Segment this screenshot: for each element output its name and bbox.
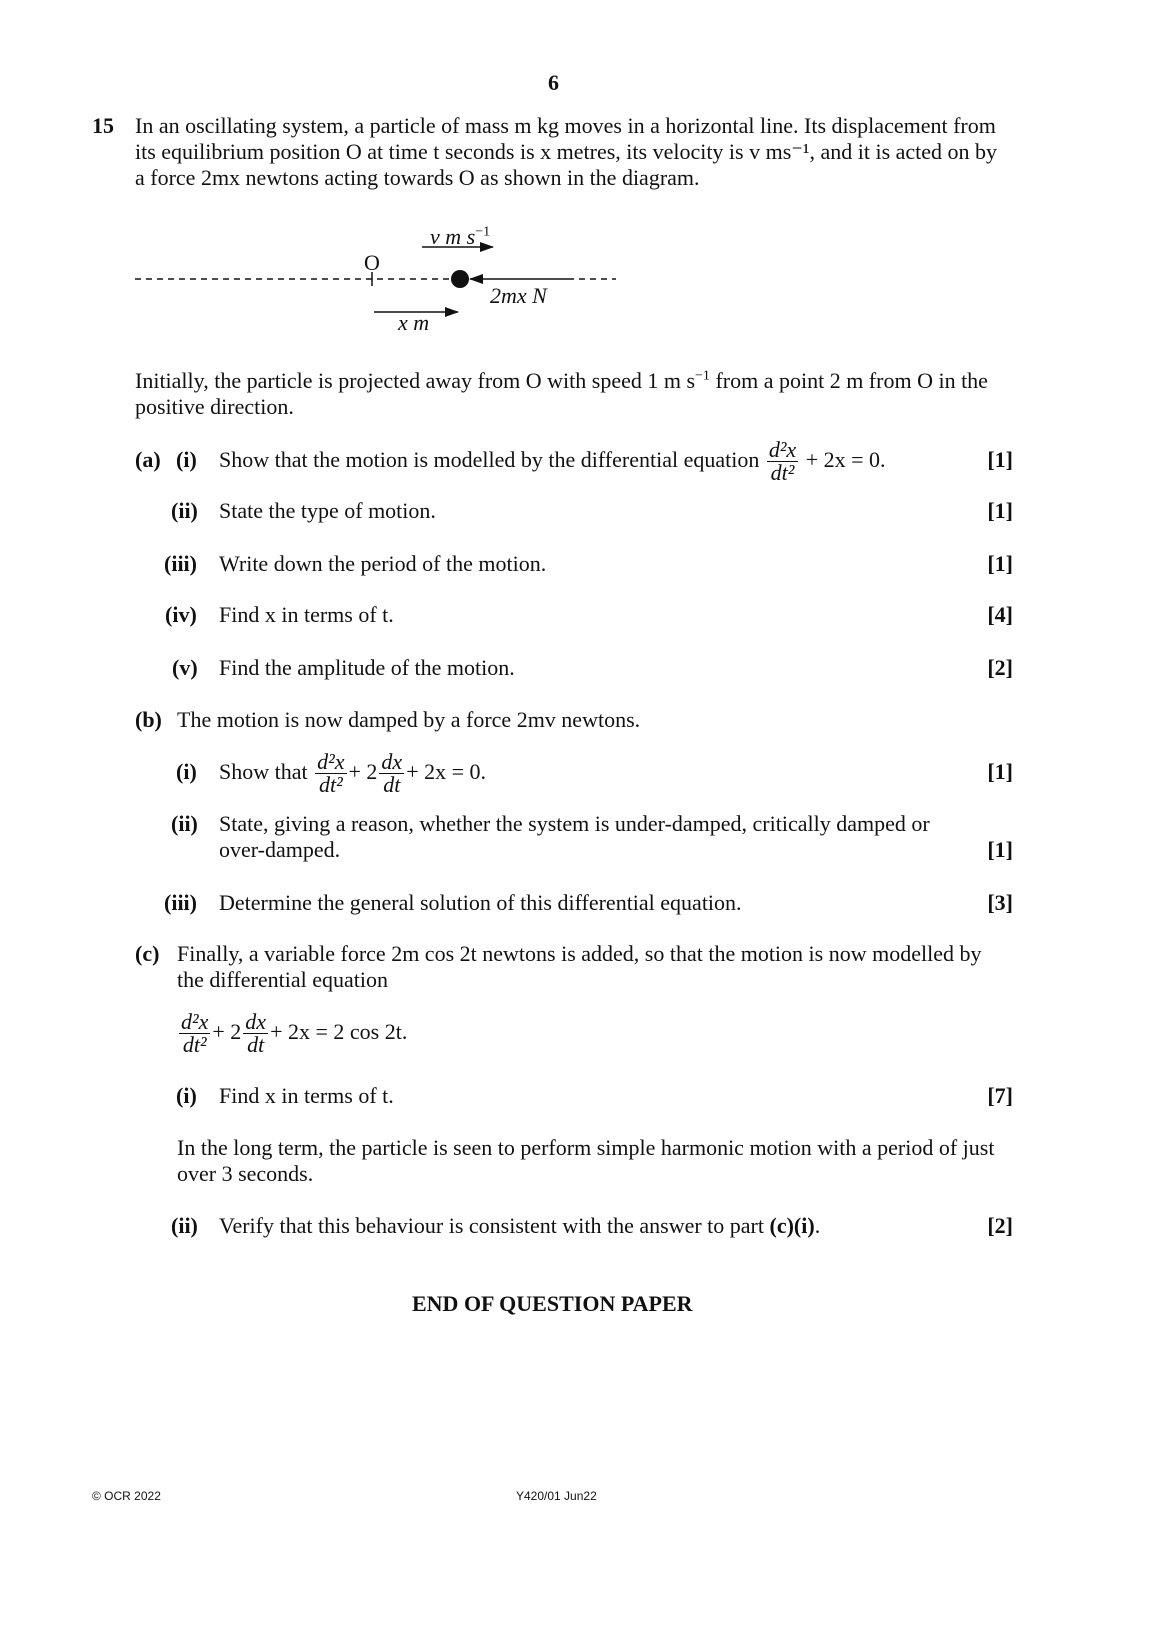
fraction-d2x-dt2: $\frac{\text{d²x}}{\text{dt²}}$: [768, 437, 797, 486]
page-number: 6: [548, 70, 559, 95]
footer-code: Y420/01 Jun22: [516, 1489, 597, 1503]
part-c-ii-text: Verify that this behaviour is consistent with the answer to part (c)(i).: [219, 1213, 821, 1238]
part-a-i-text: Show that the motion is modelled by the differential equation $\frac{\text{d²x}}{\text{dt²}}$ + 2x = 0.: [219, 437, 886, 486]
end-of-paper: END OF QUESTION PAPER: [412, 1291, 693, 1316]
part-a-label: (a): [135, 447, 161, 472]
diagram: [0, 0, 1158, 360]
mark-b-ii: [1]: [987, 837, 1013, 862]
velocity-label: v m $s^{-1}$: [430, 224, 491, 249]
part-b-iii-label: (iii): [164, 890, 197, 915]
force-label: 2mx N: [490, 283, 547, 308]
part-c-line-1: Finally, a variable force 2m cos 2t newtons is added, so that the motion is now modelled by: [177, 941, 982, 966]
part-a-ii-text: State the type of motion.: [219, 498, 436, 523]
intro-line-1: In an oscillating system, a particle of mass m kg moves in a horizontal line. Its displacement from: [135, 113, 996, 138]
question-number: 15: [92, 113, 114, 138]
footer-copyright: © OCR 2022: [92, 1489, 161, 1503]
part-b-ii-label: (ii): [171, 811, 198, 836]
part-c-label: (c): [135, 941, 160, 966]
mark-a-iv: [4]: [987, 602, 1013, 627]
part-c-ii-label: (ii): [171, 1213, 198, 1238]
part-a-iii-text: Write down the period of the motion.: [219, 551, 547, 576]
part-a-iv-text: Find x in terms of t.: [219, 602, 394, 627]
mark-b-iii: [3]: [987, 890, 1013, 915]
mark-c-ii: [2]: [987, 1213, 1013, 1238]
mark-b-i: [1]: [987, 759, 1013, 784]
part-a-v-text: Find the amplitude of the motion.: [219, 655, 515, 680]
part-a-v-label: (v): [172, 655, 198, 680]
fraction-dx-dt: $\frac{dx}{dt}$: [245, 1009, 267, 1058]
part-b-text: The motion is now damped by a force 2mv newtons.: [177, 707, 641, 732]
part-c-equation: $\frac{\text{d²x}}{\text{dt²}}$ + 2 $\frac{dx}{dt}$ + 2x = 2 cos 2t.: [181, 1009, 408, 1058]
long-term-line-2: over 3 seconds.: [177, 1161, 314, 1186]
part-c-i-text: Find x in terms of t.: [219, 1083, 394, 1108]
fraction-d2x-dt2: $\frac{\text{d²x}}{\text{dt²}}$: [181, 1009, 209, 1058]
mark-a-i: [1]: [987, 447, 1013, 472]
part-b-i-label: (i): [176, 759, 197, 784]
fraction-d2x-dt2: $\frac{\text{d²x}}{\text{dt²}}$: [317, 749, 345, 798]
part-a-iv-label: (iv): [165, 602, 197, 627]
part-c-i-label: (i): [176, 1083, 197, 1108]
particle: [451, 270, 469, 288]
mark-a-iii: [1]: [987, 551, 1013, 576]
intro-line-2: its equilibrium position O at time t seconds is x metres, its velocity is v ms⁻¹, and it is acted on by: [135, 139, 998, 164]
part-b-i-text: Show that $\frac{\text{d²x}}{\text{dt²}}$ + 2 $\frac{dx}{dt}$ + 2x = 0.: [219, 749, 487, 798]
part-b-ii-line-2: over-damped.: [219, 837, 341, 862]
part-b-label: (b): [135, 707, 162, 732]
displacement-label: x m: [398, 310, 430, 335]
initial-line-1: Initially, the particle is projected away from O with speed 1 m $s^{-1}$ from a point 2 m from O in the: [135, 368, 988, 393]
mark-a-v: [2]: [987, 655, 1013, 680]
long-term-line-1: In the long term, the particle is seen to perform simple harmonic motion with a period of just: [177, 1135, 995, 1160]
part-b-iii-text: Determine the general solution of this differential equation.: [219, 890, 742, 915]
mark-c-i: [7]: [987, 1083, 1013, 1108]
part-a-i-label: (i): [176, 447, 197, 472]
part-a-ii-label: (ii): [171, 498, 198, 523]
initial-line-2: positive direction.: [135, 394, 294, 419]
part-c-line-2: the differential equation: [177, 967, 388, 992]
part-b-ii-line-1: State, giving a reason, whether the system is under-damped, critically damped or: [219, 811, 930, 836]
part-a-iii-label: (iii): [164, 551, 197, 576]
intro-line-3: a force 2mx newtons acting towards O as shown in the diagram.: [135, 165, 700, 190]
fraction-dx-dt: $\frac{dx}{dt}$: [381, 749, 403, 798]
origin-label: O: [364, 250, 380, 275]
mark-a-ii: [1]: [987, 498, 1013, 523]
